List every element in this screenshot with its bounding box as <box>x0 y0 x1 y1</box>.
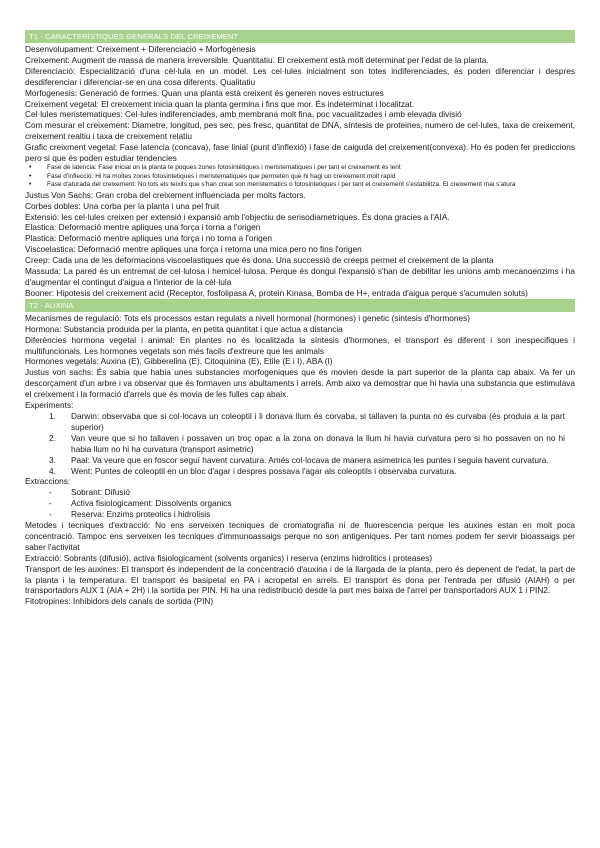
list-item: 4. Went: Puntes de coleoptil en un bloc d'agar i despres possava l'agar als coleoptils i observaba curvatura. <box>49 465 457 476</box>
paragraph: Creep: Cada una de les deformacions viscoelastiques que és dona. Una successió de creeps permet el creixement de la planta <box>25 255 494 266</box>
list-item: - Sobrant: Difusió <box>25 487 575 498</box>
list-item: - Activa fisiologicament: Dissolvents organics <box>25 498 575 509</box>
paragraph: Grafic creixment vegetal: Fase latencia (concava), fase linial (punt d'inflexió) i fase de caiguda del creixement(convexa). Ho és poden fer prediccions pero si que és poden estudiar tendencies <box>25 142 575 164</box>
paragraph: Extensió: les cel·lules creixen per extensió i expansió amb l'objectiu de serisodiametriques. És dona gracies a l'AIA. <box>25 211 450 222</box>
section-header-t2: T2 - AUXINA <box>25 299 575 312</box>
paragraph: Elastica: Deformació mentre apliques una força i torna a l'origen <box>25 222 261 233</box>
paragraph: Desenvolupament: Creixement + Diferenciació + Morfogènesis <box>25 44 256 54</box>
paragraph: Creixement: Augment de massa de manera irreversible. Quantitatiu. El creixement està molt determinat per l'edat de la planta. <box>25 54 489 65</box>
paragraph: Com mesurar el creixement: Diametre, longitud, pes sec, pes fresc, quantitat de DNA, síntesis de proteines, numero de cel·lules, taxa de creixement, creixement realtiu i taxa de creixement relatiu <box>25 120 575 142</box>
paragraph: Extraccions: <box>25 476 71 487</box>
list-item: - Reserva: Enzims proteolics i hidrolisis <box>25 509 575 520</box>
list-item: 2. Van veure que si ho tallaven i possaven un troç opac a la zona on donava la llum hi havia curvatura pero si ho possaven on no hi habia llum no hi ha curvatura (transport asimetric) <box>49 432 565 454</box>
list-item-text: Went: Puntes de coleoptil en un bloc d'agar i despres possava l'agar als coleoptils i observaba curvatura. <box>71 465 457 476</box>
paragraph: Morfogenesis: Generació de formes. Quan una planta està creixent és generen noves estructures <box>25 87 384 98</box>
paragraph: Experiments: <box>25 400 74 411</box>
paragraph: Transport de les auxines: El transport és independent de la concentració d'auxina i de la llargada de la planta, pero és depenent de l'edat, la part de la planta i la temperatura. El transport és basipetal en PA i acropetal en arrels. El transport és dona per l'entrada per difusió (AIAH) o per transportadors AUX 1 (AIA + 2H) i la sortida per PIN. Hi ha una redistribució desde la part mes baixa de l'arrel per transportadors AUX 1 i PIN2. <box>25 563 575 596</box>
extraccions-list <box>25 487 575 520</box>
list-item: 3. Paal: Va veure que en foscor seguí havent curvatura. Amés col·locava de manera asimetrica les puntes i seguia havent curvatura. <box>49 454 549 465</box>
paragraph: Cel·lules meristematiques: Cel·lules indiferenciades, amb membrana molt fina, poc vacualitzades i amb elevada divisió <box>25 109 462 120</box>
document-page <box>25 30 575 607</box>
paragraph: Creixement vegetal: El creixement inicia quan la planta germina i fins que mor. És indeterminat i localitzat. <box>25 98 415 109</box>
experiments-list <box>25 411 575 476</box>
list-item-text: Paal: Va veure que en foscor seguí havent curvatura. Amés col·locava de manera asimetrica les puntes i seguia havent curvatura. <box>71 454 549 465</box>
paragraph: Massuda: La pared és un entremat de cel·lulosa i hemicel·lulosa. Perque és dongui l'expansió s'han de debilitar les unions amb mecanoenzims i ha d'augmentar el contingut d'aigua a l'interior de la cèl·lula <box>25 266 575 287</box>
paragraph: Extracció: Sobrants (difusió), activa fisiologicament (solvents organics) i reserva (enzims hidrolitics i proteases) <box>25 552 433 563</box>
paragraph: Fitotropines: Inhibidors dels canals de sortida (PIN) <box>25 596 214 607</box>
bullet-item: • Fase d'inflecció: Hi ha moltes zones fotosintetiques i meristematiques que permeten que hi hagi un creixement molt rapid <box>25 173 575 182</box>
paragraph: Mecanismes de regulació: Tots els processos estan regulats a nivell hormonal (hormones) i genetic (sintesis d'hormones) <box>25 312 471 323</box>
paragraph: Viscoelastica: Deformació mentre apliques una força i retorna una mica pero no fins l'origen <box>25 244 362 255</box>
section-header-t1: T1 - CARACTERÍSTIQUES GENERALS DEL CREIXEMENT <box>25 30 575 43</box>
paragraph: Metodes i tecniques d'extracció: No ens serveixen tecniques de cromatografia ni de fluorescencia perque les auxines estan en molt poca concentració. Tampoc ens serveixen les tecniques d'immunoassaigs perque no son antigeniques. Per tant nomes podem fer servir bioassaigs per saber l'activitat <box>25 520 575 552</box>
paragraph: Justus von sachs: És sabia que habia unes substancies morfogeniques que és movien desde la part superior de la planta cap abaix. Va fer un descorçament d'un arbre i va observar que és formaven uns abultaments i arrels. Amb aixo va demostrar que hi havia una substancia que estimulava el creixement i la formació d'arrels que és movia de les fulles cap abaix. <box>25 367 575 400</box>
paragraph: Hormona: Substancia produida per la planta, en petita quantitat i que actua a distancia <box>25 323 343 334</box>
paragraph: Justus Von Sachs: Gran croba del creixement influenciada per molts factors. <box>25 189 306 200</box>
paragraph: Diferenciació: Especialització d'una cèl·lula en un model. Les cel·lules inicialment son totes indiferenciades, és poden diferenciar i despres desdiferenciar i diferenciar-se en una cosa diferents. Qualitatiu <box>25 65 575 87</box>
paragraph: Diferències hormona vegetal i animal: En plantes no és localitzada la síntesis d'hormones, el transport és diferent i son inespecifiques i multifuncionals. Les hormones vegetals son més facils d'extreure que les animals <box>25 334 575 356</box>
list-item-text: Van veure que si ho tallaven i possaven un troç opac a la zona on donava la llum hi havia curvatura pero si ho possaven on no hi habia llum no hi ha curvatura (transport asimetric) <box>71 432 565 454</box>
list-item: 1. Darwin: observaba que si col·locava un coleoptil i li donava llum és corvaba, si tallaven la punta no és curvaba (és produia a la part superior) <box>49 410 565 432</box>
paragraph: Corbes dobles: Una corba per la planta i una pel fruit <box>25 200 220 211</box>
paragraph: Hormones vegetals: Auxina (E), Gibberelina (E), Citoquinina (E), Etile (E i I), ABA (I) <box>25 356 333 367</box>
paragraph: Plastica: Deformació mentre apliques una força i no torna a l'origen <box>25 233 272 244</box>
bullet-item: • Fase de latencia: Fase inicial on la planta te poques zones fotosintètiques i meristematiques i per tant el creixement és lent <box>25 164 575 173</box>
bullet-item: • Fase d'aturada del creixement: No tots els teixits que s'han creat son meristematics o fotosintetiques i per tant el creixement s'estabilitza. El creixement mai s'atura <box>25 181 575 190</box>
paragraph: Booner: Hipotesis del creixement acid (Receptor, fosfolipasa A, protein Kinasa, Bomba de H+, entrada d'aigua perque s'acumulen soluts) <box>25 287 528 298</box>
list-item-text: Darwin: observaba que si col·locava un coleoptil i li donava llum és corvaba, si tallaven la punta no és curvaba (és produia a la part superior) <box>71 410 565 432</box>
